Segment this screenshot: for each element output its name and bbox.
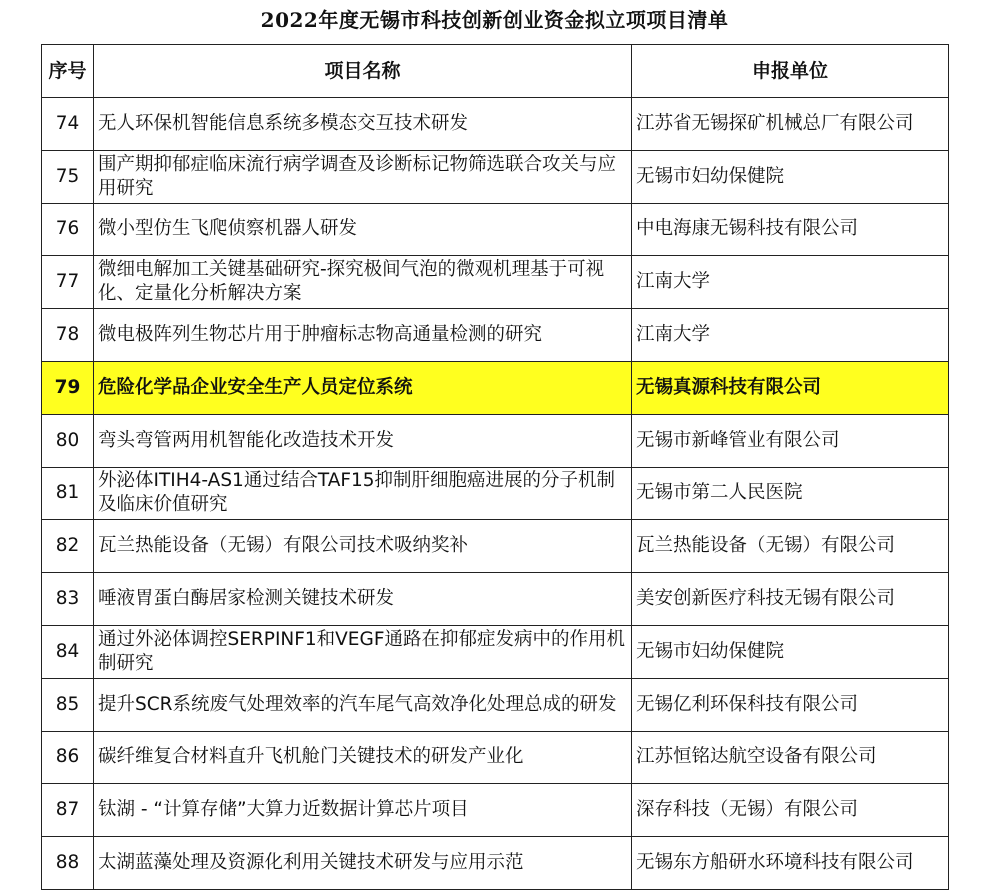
applicant-unit: 江苏省无锡探矿机械总厂有限公司 xyxy=(632,98,949,151)
table-row xyxy=(42,625,949,678)
table-row xyxy=(42,573,949,626)
row-number: 88 xyxy=(42,837,94,890)
row-number: 83 xyxy=(42,573,94,626)
table-row xyxy=(42,414,949,467)
table-row xyxy=(42,150,949,203)
table-row xyxy=(42,784,949,837)
table-row xyxy=(42,309,949,362)
table-header-row xyxy=(42,45,949,98)
project-name: 微细电解加工关键基础研究-探究极间气泡的微观机理基于可视化、定量化分析解决方案 xyxy=(94,256,632,309)
table-body xyxy=(42,98,949,890)
project-name: 通过外泌体调控SERPINF1和VEGF通路在抑郁症发病中的作用机制研究 xyxy=(94,625,632,678)
project-name: 围产期抑郁症临床流行病学调查及诊断标记物筛选联合攻关与应用研究 xyxy=(94,150,632,203)
row-number: 77 xyxy=(42,256,94,309)
project-name: 微小型仿生飞爬侦察机器人研发 xyxy=(94,203,632,256)
row-number: 81 xyxy=(42,467,94,520)
applicant-unit: 无锡真源科技有限公司 xyxy=(632,361,949,414)
row-number: 74 xyxy=(42,98,94,151)
project-name: 提升SCR系统废气处理效率的汽车尾气高效净化处理总成的研发 xyxy=(94,678,632,731)
project-name: 唾液胃蛋白酶居家检测关键技术研发 xyxy=(94,573,632,626)
applicant-unit: 美安创新医疗科技无锡有限公司 xyxy=(632,573,949,626)
project-name: 碳纤维复合材料直升飞机舱门关键技术的研发产业化 xyxy=(94,731,632,784)
project-name: 瓦兰热能设备（无锡）有限公司技术吸纳奖补 xyxy=(94,520,632,573)
table-row xyxy=(42,256,949,309)
applicant-unit: 无锡市新峰管业有限公司 xyxy=(632,414,949,467)
project-name: 弯头弯管两用机智能化改造技术开发 xyxy=(94,414,632,467)
project-name: 钛湖 - “计算存储”大算力近数据计算芯片项目 xyxy=(94,784,632,837)
project-name: 危险化学品企业安全生产人员定位系统 xyxy=(94,361,632,414)
applicant-unit: 江南大学 xyxy=(632,256,949,309)
applicant-unit: 深存科技（无锡）有限公司 xyxy=(632,784,949,837)
table-row xyxy=(42,520,949,573)
table-row xyxy=(42,678,949,731)
applicant-unit: 无锡市妇幼保健院 xyxy=(632,625,949,678)
row-number: 75 xyxy=(42,150,94,203)
project-table xyxy=(41,44,949,890)
project-name: 无人环保机智能信息系统多模态交互技术研发 xyxy=(94,98,632,151)
row-number: 80 xyxy=(42,414,94,467)
table-row xyxy=(42,467,949,520)
row-number: 86 xyxy=(42,731,94,784)
project-name: 外泌体ITIH4-AS1通过结合TAF15抑制肝细胞癌进展的分子机制及临床价值研究 xyxy=(94,467,632,520)
column-header-unit: 申报单位 xyxy=(632,45,949,98)
row-number: 78 xyxy=(42,309,94,362)
row-number: 79 xyxy=(42,361,94,414)
table-row xyxy=(42,731,949,784)
row-number: 85 xyxy=(42,678,94,731)
applicant-unit: 无锡东方船研水环境科技有限公司 xyxy=(632,837,949,890)
row-number: 76 xyxy=(42,203,94,256)
table-row xyxy=(42,837,949,890)
applicant-unit: 瓦兰热能设备（无锡）有限公司 xyxy=(632,520,949,573)
page-title: 2022年度无锡市科技创新创业资金拟立项项目清单 xyxy=(260,8,729,32)
table-row-highlighted xyxy=(42,361,949,414)
row-number: 84 xyxy=(42,625,94,678)
row-number: 87 xyxy=(42,784,94,837)
applicant-unit: 中电海康无锡科技有限公司 xyxy=(632,203,949,256)
row-number: 82 xyxy=(42,520,94,573)
applicant-unit: 无锡市妇幼保健院 xyxy=(632,150,949,203)
project-name: 微电极阵列生物芯片用于肿瘤标志物高通量检测的研究 xyxy=(94,309,632,362)
table-row xyxy=(42,203,949,256)
applicant-unit: 无锡市第二人民医院 xyxy=(632,467,949,520)
applicant-unit: 江南大学 xyxy=(632,309,949,362)
table-row xyxy=(42,98,949,151)
applicant-unit: 江苏恒铭达航空设备有限公司 xyxy=(632,731,949,784)
applicant-unit: 无锡亿利环保科技有限公司 xyxy=(632,678,949,731)
project-name: 太湖蓝藻处理及资源化利用关键技术研发与应用示范 xyxy=(94,837,632,890)
column-header-no: 序号 xyxy=(42,45,94,98)
column-header-name: 项目名称 xyxy=(94,45,632,98)
